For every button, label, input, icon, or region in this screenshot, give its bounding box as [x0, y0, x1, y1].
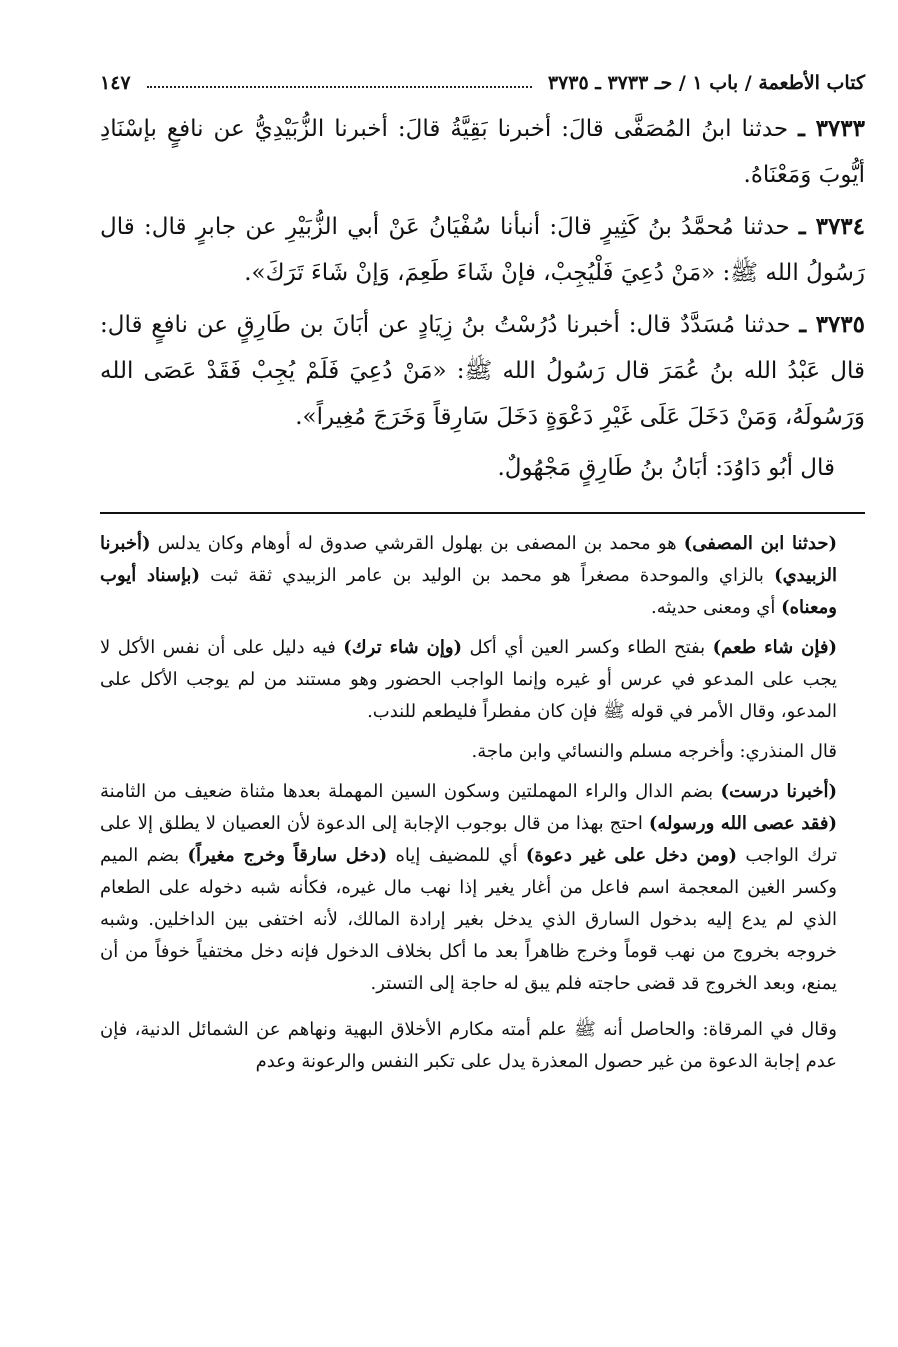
commentary-term: (أخبرنا درست) — [720, 781, 837, 802]
commentary-term: (فإن شاء طعم) — [712, 637, 837, 658]
hadith-3733 — [100, 106, 865, 198]
commentary-text: فيه دليل على أن نفس الأكل لا يجب على المدعو في عرس أو غيره وإنما الواجب الحضور وهو مستند من لم يوجب الأكل على المدعو، وقال الأمر في قوله ﷺ فإن كان مفطراً فليطعم للندب. — [100, 637, 837, 722]
commentary-term: (دخل سارقاً وخرج مغيراً) — [187, 845, 388, 866]
commentary-text: قال المنذري: وأخرجه مسلم والنسائي وابن ماجة. — [471, 741, 837, 762]
book-page — [100, 60, 865, 1086]
commentary-term: (وإن شاء ترك) — [343, 637, 463, 658]
commentary-text: بالزاي والموحدة مصغراً هو محمد بن الوليد بن عامر الزبيدي ثقة ثبت — [199, 565, 775, 586]
hadith-body: حدثنا ابنُ المُصَفَّى قالَ: أخبرنا بَقِيَّةُ قالَ: أخبرنا الزُّبَيْدِيُّ عن نافعٍ بإسْنَادِ أيُّوبَ وَمَعْنَاهُ. — [100, 116, 865, 188]
page-number: ١٤٧ — [100, 72, 131, 94]
abu-dawud-note: قال أبُو دَاوُدَ: أبَانُ بنُ طَارِقٍ مَجْهُولٌ. — [497, 455, 835, 481]
commentary-paragraph — [100, 528, 865, 624]
commentary-term: (ومن دخل على غير دعوة) — [525, 845, 738, 866]
commentary-text: أي ومعنى حديثه. — [651, 597, 782, 618]
commentary-text: وقال في المرقاة: والحاصل أنه ﷺ علم أمته مكارم الأخلاق البهية ونهاهم عن الشمائل الدنية، فإن عدم إجابة الدعوة من غير حصول المعذرة يدل على تكبر النفس والرعونة وعدم — [100, 1019, 837, 1072]
hadith-body: حدثنا مُحمَّدُ بنُ كَثِيرٍ قالَ: أنبأنا سُفْيَانُ عَنْ أبي الزُّبَيْرِ عن جابرٍ قال: قال رَسُولُ الله ﷺ: «مَنْ دُعِيَ فَلْيُجِبْ، فإنْ شَاءَ طَعِمَ، وَإنْ شَاءَ تَرَكَ». — [100, 214, 865, 286]
hadith-text-section — [100, 106, 865, 490]
commentary-paragraph — [100, 1014, 865, 1078]
section-divider — [100, 512, 865, 514]
hadith-body: حدثنا مُسَدَّدٌ قال: أخبرنا دُرُسْتُ بنُ زِيَادٍ عن أبَانَ بن طَارِقٍ عن نافعٍ قال: قال عَبْدُ الله بنُ عُمَرَ قال رَسُولُ الله ﷺ: «مَنْ دُعِيَ فَلَمْ يُجِبْ فَقَدْ عَصَى الله وَرَسُولَهُ، وَمَنْ دَخَلَ عَلَى غَيْرِ دَعْوَةٍ دَخَلَ سَارِقاً وَخَرَجَ مُغِيراً». — [100, 312, 865, 430]
commentary-term: (حدثنا ابن المصفى) — [683, 533, 837, 554]
running-header — [100, 60, 865, 106]
commentary-term: (فقد عصى الله ورسوله) — [648, 813, 837, 834]
hadith-number: ٣٧٣٥ ـ — [799, 311, 865, 338]
commentary-paragraph — [100, 632, 865, 728]
commentary-text: بضم الدال والراء المهملتين وسكون السين المهملة بعدها مثناة ضعيف من الثامنة — [100, 781, 721, 802]
commentary-text: احتج بهذا من قال بوجوب الإجابة إلى الدعوة لأن العصيان لا يطلق إلا على ترك الواجب — [100, 813, 838, 866]
commentary-text: بضم الميم وكسر الغين المعجمة اسم فاعل من أغار يغير إذا نهب مال غيره، فكأنه شبه دخوله على الطعام الذي لم يدع إليه بدخول السارق الذي يدخل بغير إرادة المالك، لأنه اختفى بين الداخلين. وشبه خروجه بخروج من نهب قوماً وخرج ظاهراً بعد ما أكل بخلاف الدخول فإنه دخل مختفياً خوفاً من أن يمنع، وبعد الخروج قد قضى حاجته فلم يبق له حاجة إلى التستر. — [100, 845, 837, 994]
hadith-number: ٣٧٣٣ ـ — [798, 115, 865, 142]
hadith-number: ٣٧٣٤ ـ — [798, 213, 866, 240]
commentary-text: هو محمد بن المصفى بن بهلول القرشي صدوق له أوهام وكان يدلس — [150, 533, 684, 554]
commentary-paragraph — [100, 736, 865, 768]
commentary-paragraph — [100, 776, 865, 1000]
commentary-term: (بإسناد أيوب ومعناه) — [100, 565, 837, 618]
commentary-text: أي للمضيف إياه — [387, 845, 526, 866]
header-title: كتاب الأطعمة / باب ١ / حـ ٣٧٣٣ ـ ٣٧٣٥ — [547, 72, 865, 94]
header-leader-dots — [147, 86, 532, 88]
hadith-3735 — [100, 302, 865, 440]
hadith-3734 — [100, 204, 865, 296]
commentary-section — [100, 528, 865, 1078]
commentary-text: بفتح الطاء وكسر العين أي أكل — [462, 637, 713, 658]
commentary-term: (أخبرنا الزبيدي) — [100, 533, 837, 586]
